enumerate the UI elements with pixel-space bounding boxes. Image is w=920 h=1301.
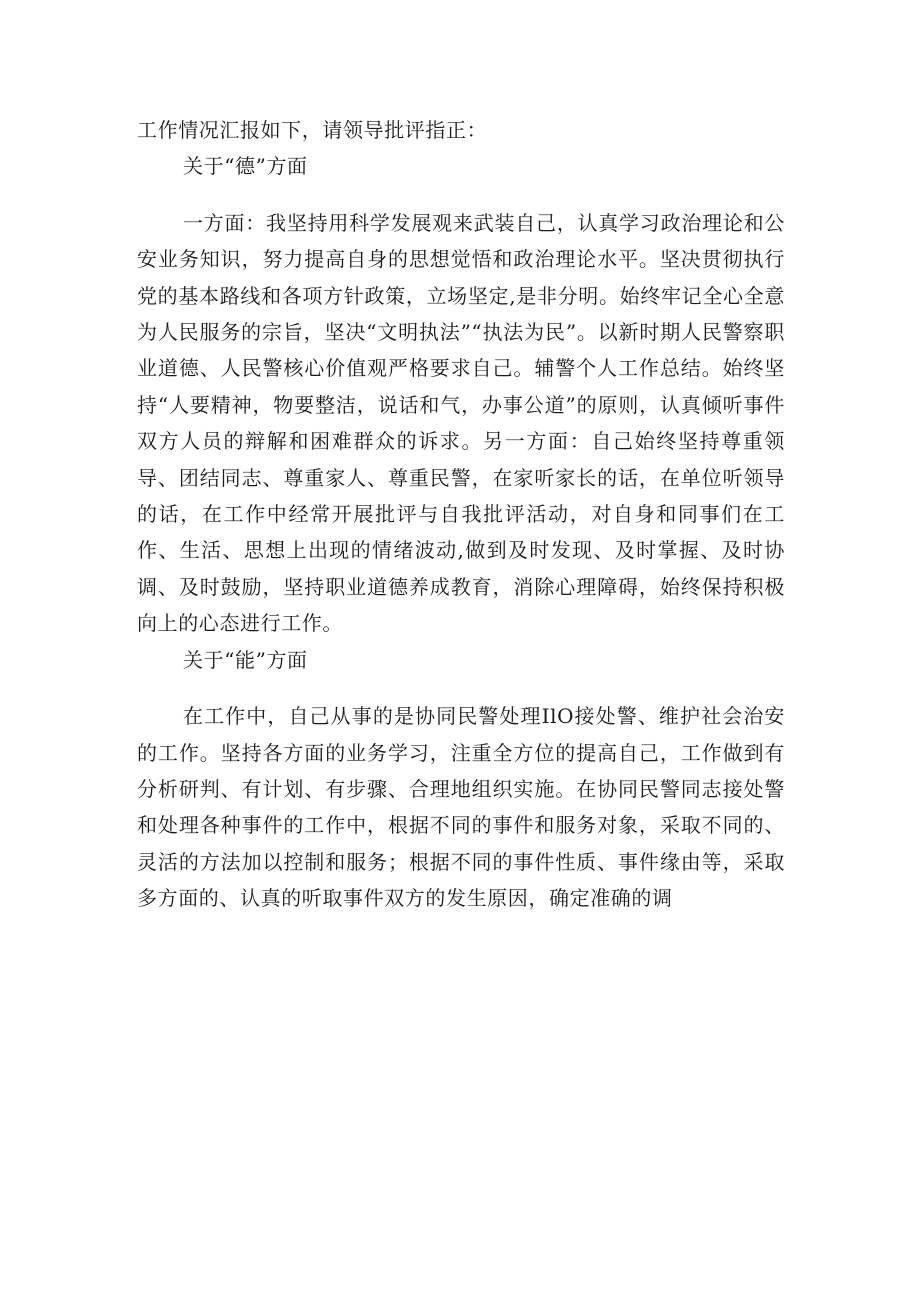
section-body-de: 一方面：我坚持用科学发展观来武装自己，认真学习政治理论和公安业务知识，努力提高自身的思想觉悟和政治理论水平。坚决贯彻执行党的基本路线和各项方针政策，立场坚定,是非分明。始终牢记全心全意为人民服务的宗旨，坚决“文明执法”“执法为民”。以新时期人民警察职业道德、人民警核心价值观严格要求自己。辅警个人工作总结。始终坚持“人要精神，物要整洁，说话和气，办事公道”的原则，认真倾听事件双方人员的辩解和困难群众的诉求。另一方面：自己始终坚持尊重领导、团结同志、尊重家人、尊重民警，在家听家长的话，在单位听领导的话，在工作中经常开展批评与自我批评活动，对自身和同事们在工作、生活、思想上出现的情绪波动,做到及时发现、及时掌握、及时协调、及时鼓励，坚持职业道德养成教育，消除心理障碍，始终保持积极向上的心态进行工作。 xyxy=(137,210,785,636)
intro-paragraph: 工作情况汇报如下，请领导批评指正： xyxy=(137,118,488,142)
document-body xyxy=(137,112,785,917)
section-heading-neng: 关于“能”方面 xyxy=(183,647,308,672)
section-heading-de: 关于“德”方面 xyxy=(183,154,308,179)
section-body-neng: 在工作中，自己从事的是协同民警处理IlO接处警、维护社会治安的工作。坚持各方面的业务学习，注重全方位的提高自己，工作做到有分析研判、有计划、有步骤、合理地组织实施。在协同民警同志接处警和处理各种事件的工作中，根据不同的事件和服务对象，采取不同的、灵活的方法加以控制和服务；根据不同的事件性质、事件缘由等，采取多方面的、认真的听取事件双方的发生原因，确定准确的调 xyxy=(137,704,785,911)
